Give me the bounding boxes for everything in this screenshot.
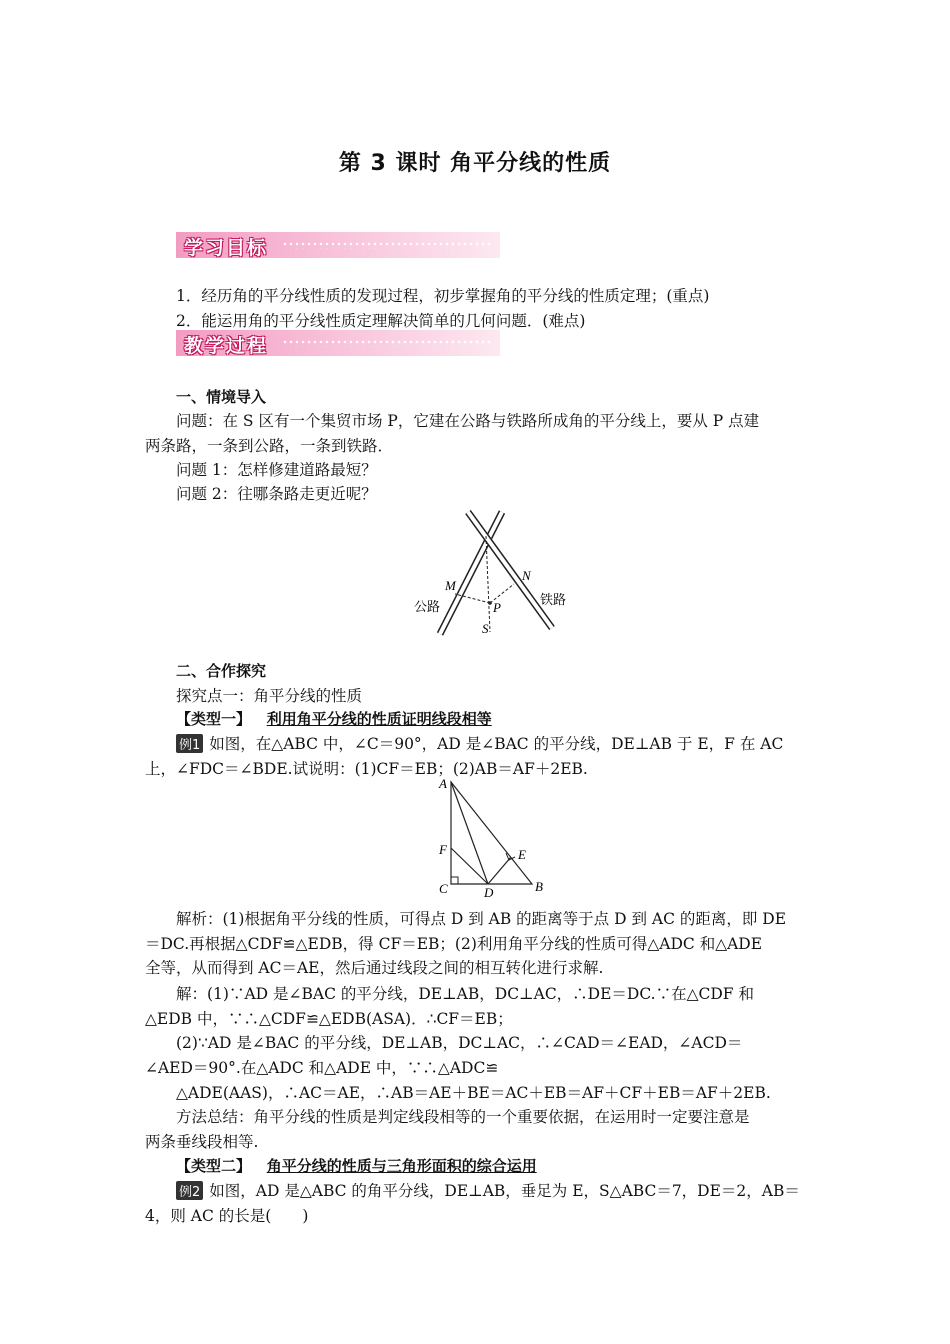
summary-line-2: 两条垂线段相等. bbox=[145, 1133, 259, 1151]
label-s: S bbox=[482, 621, 489, 636]
label-f: F bbox=[439, 842, 447, 857]
triangle-abc bbox=[451, 782, 532, 884]
type1-heading bbox=[176, 708, 492, 729]
example-2-text-1: 如图，AD 是△ABC 的角平分线，DE⊥AB，垂足为 E，S△ABC＝7，DE＝2，AB＝ bbox=[209, 1182, 800, 1200]
label-m: M bbox=[445, 578, 456, 593]
type2-label: 【类型二】 bbox=[176, 1157, 252, 1175]
label-a: A bbox=[439, 776, 447, 791]
label-road: 公路 bbox=[414, 599, 441, 614]
label-railway: 铁路 bbox=[540, 592, 567, 607]
label-p: P bbox=[493, 600, 501, 615]
segment-fd bbox=[451, 848, 488, 884]
heading-explore: 二、合作探究 bbox=[176, 662, 267, 680]
explore-point-1: 探究点一：角平分线的性质 bbox=[176, 687, 363, 705]
section-banner-process bbox=[176, 330, 500, 356]
type1-label: 【类型一】 bbox=[176, 710, 252, 728]
solution-line-5: △ADE(AAS)，∴AC＝AE，∴AB＝AE＋BE＝AC＋EB＝AF＋CF＋EB＝AF＋2EB. bbox=[176, 1084, 771, 1102]
type1-title: 利用角平分线的性质证明线段相等 bbox=[266, 710, 492, 728]
road-railway-figure bbox=[410, 506, 580, 638]
label-c: C bbox=[439, 881, 448, 896]
question-2: 问题 2：往哪条路走更近呢？ bbox=[176, 485, 377, 503]
segment-ad bbox=[451, 782, 488, 884]
right-angle-c bbox=[451, 877, 458, 884]
road-line bbox=[440, 512, 502, 634]
objective-1: 1．经历角的平分线性质的发现过程，初步掌握角的平分线的性质定理；(重点) bbox=[176, 287, 710, 305]
label-e: E bbox=[518, 847, 526, 862]
analysis-line-2: ＝DC.再根据△CDF≌△EDB，得 CF＝EB；(2)利用角平分线的性质可得△ADC 和△ADE bbox=[145, 935, 763, 953]
example-1-line-1 bbox=[176, 732, 783, 754]
page-title: 第 3 课时 角平分线的性质 bbox=[338, 151, 612, 176]
type2-heading bbox=[176, 1155, 537, 1176]
solution-line-1: 解：(1)∵AD 是∠BAC 的平分线，DE⊥AB，DC⊥AC，∴DE＝DC.∵在△CDF 和 bbox=[176, 985, 754, 1003]
triangle-abc-figure bbox=[430, 776, 550, 898]
solution-line-2: △EDB 中，∵∴△CDF≌△EDB(ASA)．∴CF＝EB； bbox=[145, 1010, 513, 1028]
example-2-line-1 bbox=[176, 1179, 800, 1201]
example-1-line-2: 上，∠FDC＝∠BDE.试说明：(1)CF＝EB；(2)AB＝AF＋2EB. bbox=[145, 760, 588, 778]
scenario-text-2: 两条路，一条到公路，一条到铁路． bbox=[145, 437, 394, 455]
question-1: 问题 1：怎样修建道路最短？ bbox=[176, 461, 377, 479]
example-1-text-1: 如图，在△ABC 中，∠C＝90°，AD 是∠BAC 的平分线，DE⊥AB 于 E，F 在 AC bbox=[209, 735, 784, 753]
analysis-line-1: 解析：(1)根据角平分线的性质，可得点 D 到 AB 的距离等于点 D 到 AC 的距离，即 DE bbox=[176, 910, 787, 928]
heading-scenario: 一、情境导入 bbox=[176, 388, 267, 406]
scenario-text-1: 问题：在 S 区有一个集贸市场 P，它建在公路与铁路所成角的平分线上，要从 P 点建 bbox=[176, 412, 760, 430]
bisector-line bbox=[486, 536, 490, 632]
example-2-line-2: 4，则 AC 的长是( ) bbox=[145, 1207, 309, 1225]
section-label-process: 教学过程 bbox=[184, 335, 269, 357]
solution-line-3: (2)∵AD 是∠BAC 的平分线，DE⊥AB，DC⊥AC，∴∠CAD＝∠EAD，∠ACD＝ bbox=[176, 1034, 743, 1052]
label-b: B bbox=[535, 879, 543, 894]
label-n: N bbox=[522, 568, 531, 583]
section-banner-objectives bbox=[176, 232, 500, 258]
label-d: D bbox=[484, 885, 494, 898]
section-label-objectives: 学习目标 bbox=[184, 237, 269, 259]
example-1-badge: 例1 bbox=[176, 734, 203, 753]
example-2-badge: 例2 bbox=[176, 1181, 203, 1200]
analysis-line-3: 全等，从而得到 AC＝AE，然后通过线段之间的相互转化进行求解. bbox=[145, 959, 604, 977]
summary-line-1: 方法总结：角平分线的性质是判定线段相等的一个重要依据，在运用时一定要注意是 bbox=[176, 1108, 750, 1126]
objective-2: 2．能运用角的平分线性质定理解决简单的几何问题．(难点) bbox=[176, 312, 586, 330]
type2-title: 角平分线的性质与三角形面积的综合运用 bbox=[266, 1157, 537, 1175]
railway-line bbox=[468, 512, 552, 628]
segment-de bbox=[488, 857, 511, 884]
point-p bbox=[488, 601, 492, 605]
solution-line-4: ∠AED＝90°.在△ADC 和△ADE 中，∵∴△ADC≌ bbox=[145, 1059, 499, 1077]
